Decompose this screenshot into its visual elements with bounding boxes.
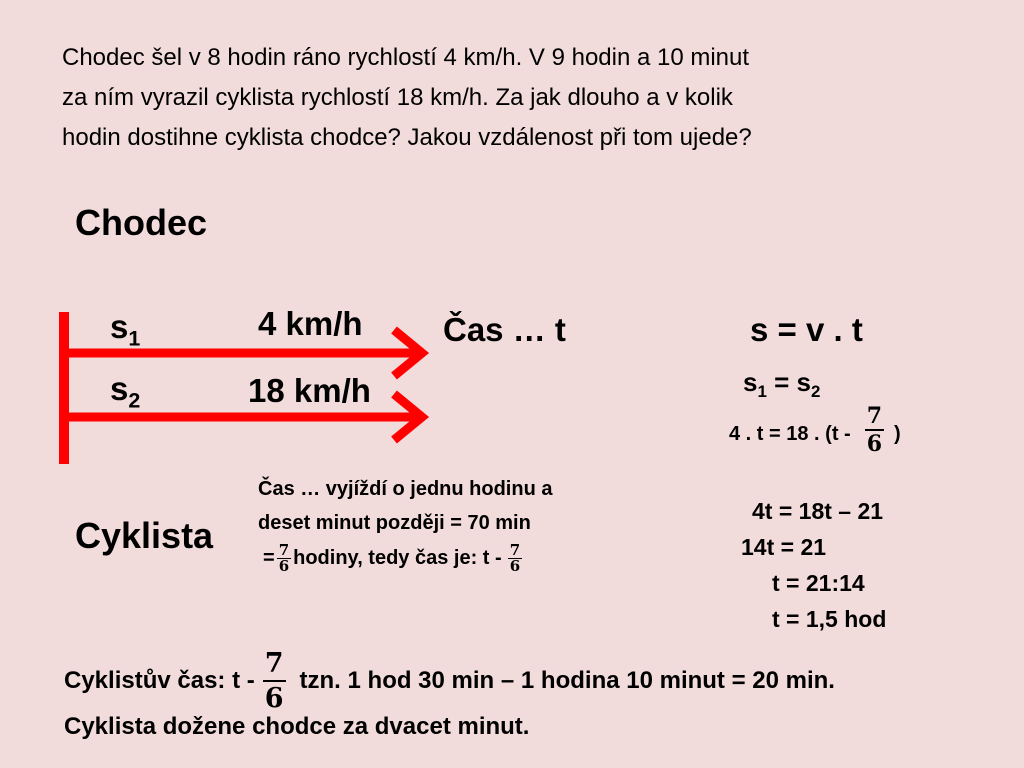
equation-line-a: 4 . t = 18 . (t - $\frac{7}{6}$ ) [729,403,901,457]
equation-line-c: 14t = 21 [741,534,827,560]
label-cyklista: Cyklista [75,515,214,556]
bottom-line-1: Cyklistův čas: t - $\frac{7}{6}$ tzn. 1 hod 30 min – 1 hodina 10 minut = 20 min. [64,648,835,714]
problem-line-1: Chodec šel v 8 hodin ráno rychlostí 4 km/h. V 9 hodin a 10 minut [62,44,750,71]
equation-s1-s2: $s_1 = s_2$ [743,367,821,401]
bottom-line-2: Cyklista dožene chodce za dvacet minut. [64,713,530,740]
note-line-1: Čas … vyjíždí o jednu hodinu a [258,478,553,500]
equation-line-e: t = 1,5 hod [772,606,887,632]
problem-line-3: hodin dostihne cyklista chodce? Jakou vzdálenost při tom ujede? [62,124,752,151]
equation-line-b: 4t = 18t – 21 [752,498,884,524]
time-label: Čas … t [443,311,566,348]
problem-line-2: za ním vyrazil cyklista rychlostí 18 km/h. Za jak dlouho a v kolik [62,84,733,111]
note-line-2: deset minut později = 70 min [258,512,531,534]
fraction-seven-sixths: $\frac{7}{6}$ [264,648,284,714]
note-line-3: = $\frac{7}{6}$ hodiny, tedy čas je: t - $\frac{7}{6}$ [263,541,521,575]
cyclist-speed: 18 km/h [248,372,371,409]
s2-label: $s_2$ [110,370,141,413]
fraction-seven-sixths: $\frac{7}{6}$ [509,541,521,575]
fraction-seven-sixths: $\frac{7}{6}$ [278,541,290,575]
s1-label: $s_1$ [110,308,141,351]
fraction-seven-sixths: $\frac{7}{6}$ [866,403,883,457]
walker-speed: 4 km/h [258,305,363,342]
label-chodec: Chodec [75,202,208,243]
equation-line-d: t = 21:14 [772,570,865,596]
formula-s-v-t: s = v . t [750,311,863,348]
